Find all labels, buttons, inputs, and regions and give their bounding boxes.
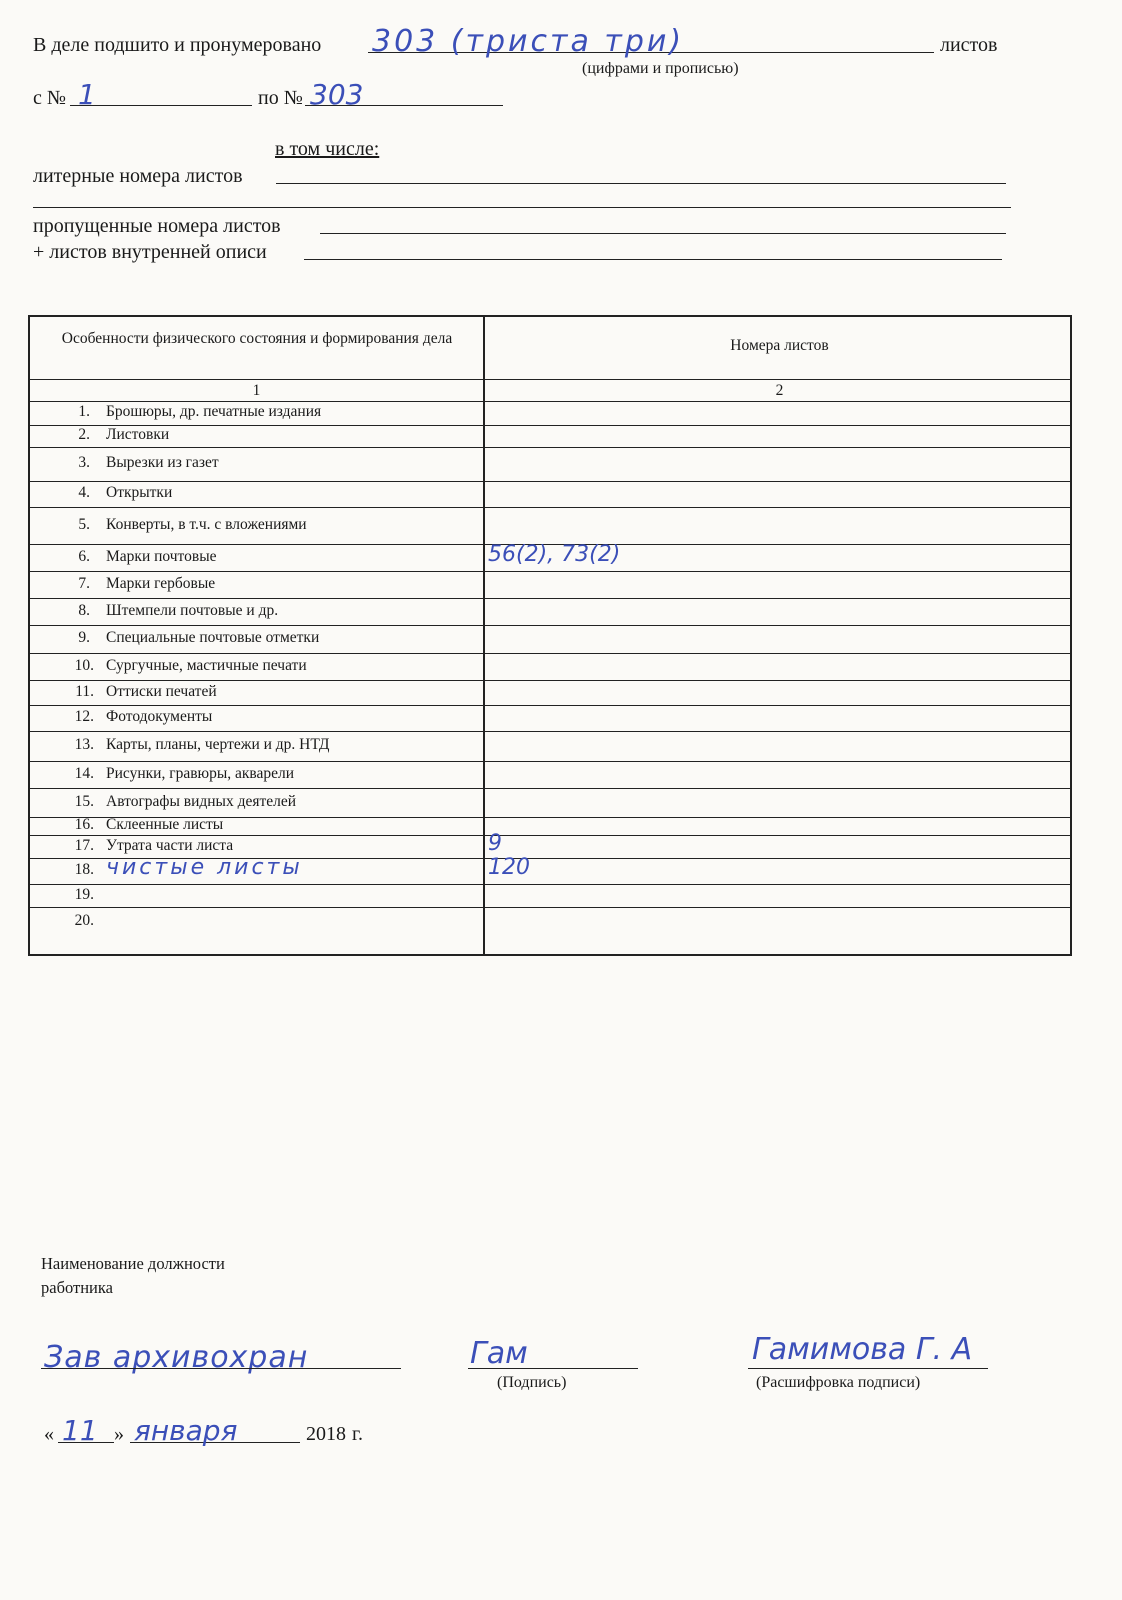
table-line: [30, 705, 1070, 706]
row-number: 15.: [74, 792, 94, 810]
row-sheet-numbers: 56(2), 73(2): [488, 541, 621, 567]
table-line: [30, 425, 1070, 426]
row-label: Вырезки из газет: [106, 454, 219, 471]
to-value: 303: [310, 78, 364, 111]
from-label: с №: [33, 87, 66, 109]
signature: Гам: [470, 1336, 528, 1371]
inner-inventory-label: + листов внутренней описи: [33, 241, 267, 263]
date-suffix: г.: [352, 1423, 363, 1445]
row-number: 8.: [78, 601, 90, 619]
date-open-quote: «: [44, 1423, 54, 1445]
position-label-line1: Наименование должности: [41, 1254, 225, 1273]
row-label: Штемпели почтовые и др.: [106, 601, 279, 619]
row-number: 11.: [75, 682, 94, 700]
row-number: 13.: [74, 736, 94, 753]
bound-sheets-hint: (цифрами и прописью): [582, 60, 739, 77]
table-line: [30, 481, 1070, 482]
row-label: Специальные почтовые отметки: [106, 629, 320, 646]
including-label: в том числе:: [275, 138, 380, 160]
table-line: [30, 884, 1070, 885]
signature-name-hint: (Расшифровка подписи): [756, 1374, 921, 1391]
table-line: [30, 731, 1070, 732]
row-number: 1.: [78, 403, 90, 420]
literal-numbers-label: литерные номера листов: [33, 165, 243, 187]
date-year: 2018: [306, 1423, 346, 1445]
table-header-col2: Номера листов: [730, 337, 829, 354]
position-label: [41, 1252, 225, 1300]
table-line: [30, 598, 1070, 599]
physical-state-table: [28, 315, 1072, 956]
row-label: Листовки: [106, 426, 170, 443]
row-label: Конверты, в т.ч. с вложениями: [106, 515, 307, 533]
row-number: 4.: [78, 484, 90, 501]
table-line: [30, 761, 1070, 762]
row-label: Оттиски печатей: [106, 682, 217, 700]
row-number: 7.: [78, 574, 90, 592]
row-label: Склеенные листы: [106, 816, 224, 833]
from-underline: [70, 105, 252, 106]
row-number: 9.: [78, 629, 90, 646]
row-number: 16.: [74, 816, 94, 833]
to-label: по №: [258, 87, 303, 109]
literal-numbers-underline: [276, 183, 1006, 184]
table-line: [30, 507, 1070, 508]
table-line: [30, 401, 1070, 402]
row-number: 5.: [78, 515, 90, 533]
signature-hint: (Подпись): [497, 1374, 567, 1391]
row-number: 14.: [74, 764, 94, 782]
table-index-col1: 1: [252, 382, 261, 399]
table-index-col2: 2: [775, 382, 784, 399]
date-close-quote: »: [114, 1423, 124, 1445]
row-label: Марки почтовые: [106, 547, 217, 565]
missing-numbers-underline: [320, 233, 1006, 234]
inner-inventory-underline: [304, 259, 1002, 260]
row-number: 17.: [74, 836, 94, 854]
row-label: Брошюры, др. печатные издания: [106, 403, 322, 420]
table-line: [30, 680, 1070, 681]
bound-sheets-label: В деле подшито и пронумеровано: [33, 34, 322, 56]
row-label: Марки гербовые: [106, 574, 216, 592]
date-day: 11: [62, 1414, 98, 1447]
row-label: Фотодокументы: [106, 708, 213, 725]
table-line: [30, 788, 1070, 789]
signature-underline: [468, 1368, 638, 1369]
missing-numbers-label: пропущенные номера листов: [33, 215, 281, 237]
row-number: 12.: [74, 708, 94, 725]
literal-numbers-underline-2: [33, 207, 1011, 208]
row-label: чистые листы: [106, 855, 303, 880]
row-number: 20.: [74, 912, 94, 929]
table-line: [30, 379, 1070, 380]
row-number: 19.: [74, 885, 94, 903]
row-number: 2.: [78, 426, 90, 443]
row-sheet-numbers: 120: [488, 855, 530, 880]
position-label-line2: работника: [41, 1278, 113, 1297]
from-value: 1: [78, 78, 96, 111]
table-line: [30, 571, 1070, 572]
table-line: [30, 907, 1070, 908]
row-label: Рисунки, гравюры, акварели: [106, 764, 295, 782]
table-line: [30, 447, 1070, 448]
position-value: Зав архивохран: [44, 1340, 309, 1375]
row-number: 3.: [78, 454, 90, 471]
row-number: 10.: [74, 656, 94, 674]
table-header-col1: Особенности физического состояния и формирования дела: [61, 330, 453, 347]
bound-sheets-value: 303 (триста три): [372, 24, 685, 59]
date-month: января: [134, 1414, 238, 1447]
position-underline: [41, 1368, 401, 1369]
row-label: Утрата части листа: [106, 836, 234, 854]
row-label: Открытки: [106, 484, 173, 501]
row-label: Карты, планы, чертежи и др. НТД: [106, 736, 330, 753]
signature-name-underline: [748, 1368, 988, 1369]
row-label: Автографы видных деятелей: [106, 792, 297, 810]
table-line: [30, 625, 1070, 626]
signature-name: Гамимова Г. А: [752, 1332, 973, 1367]
row-number: 6.: [78, 547, 90, 565]
bound-sheets-suffix: листов: [940, 34, 998, 56]
row-sheet-numbers: 9: [488, 830, 502, 856]
table-line: [30, 653, 1070, 654]
row-number: 18.: [74, 861, 94, 878]
row-label: Сургучные, мастичные печати: [106, 656, 307, 674]
